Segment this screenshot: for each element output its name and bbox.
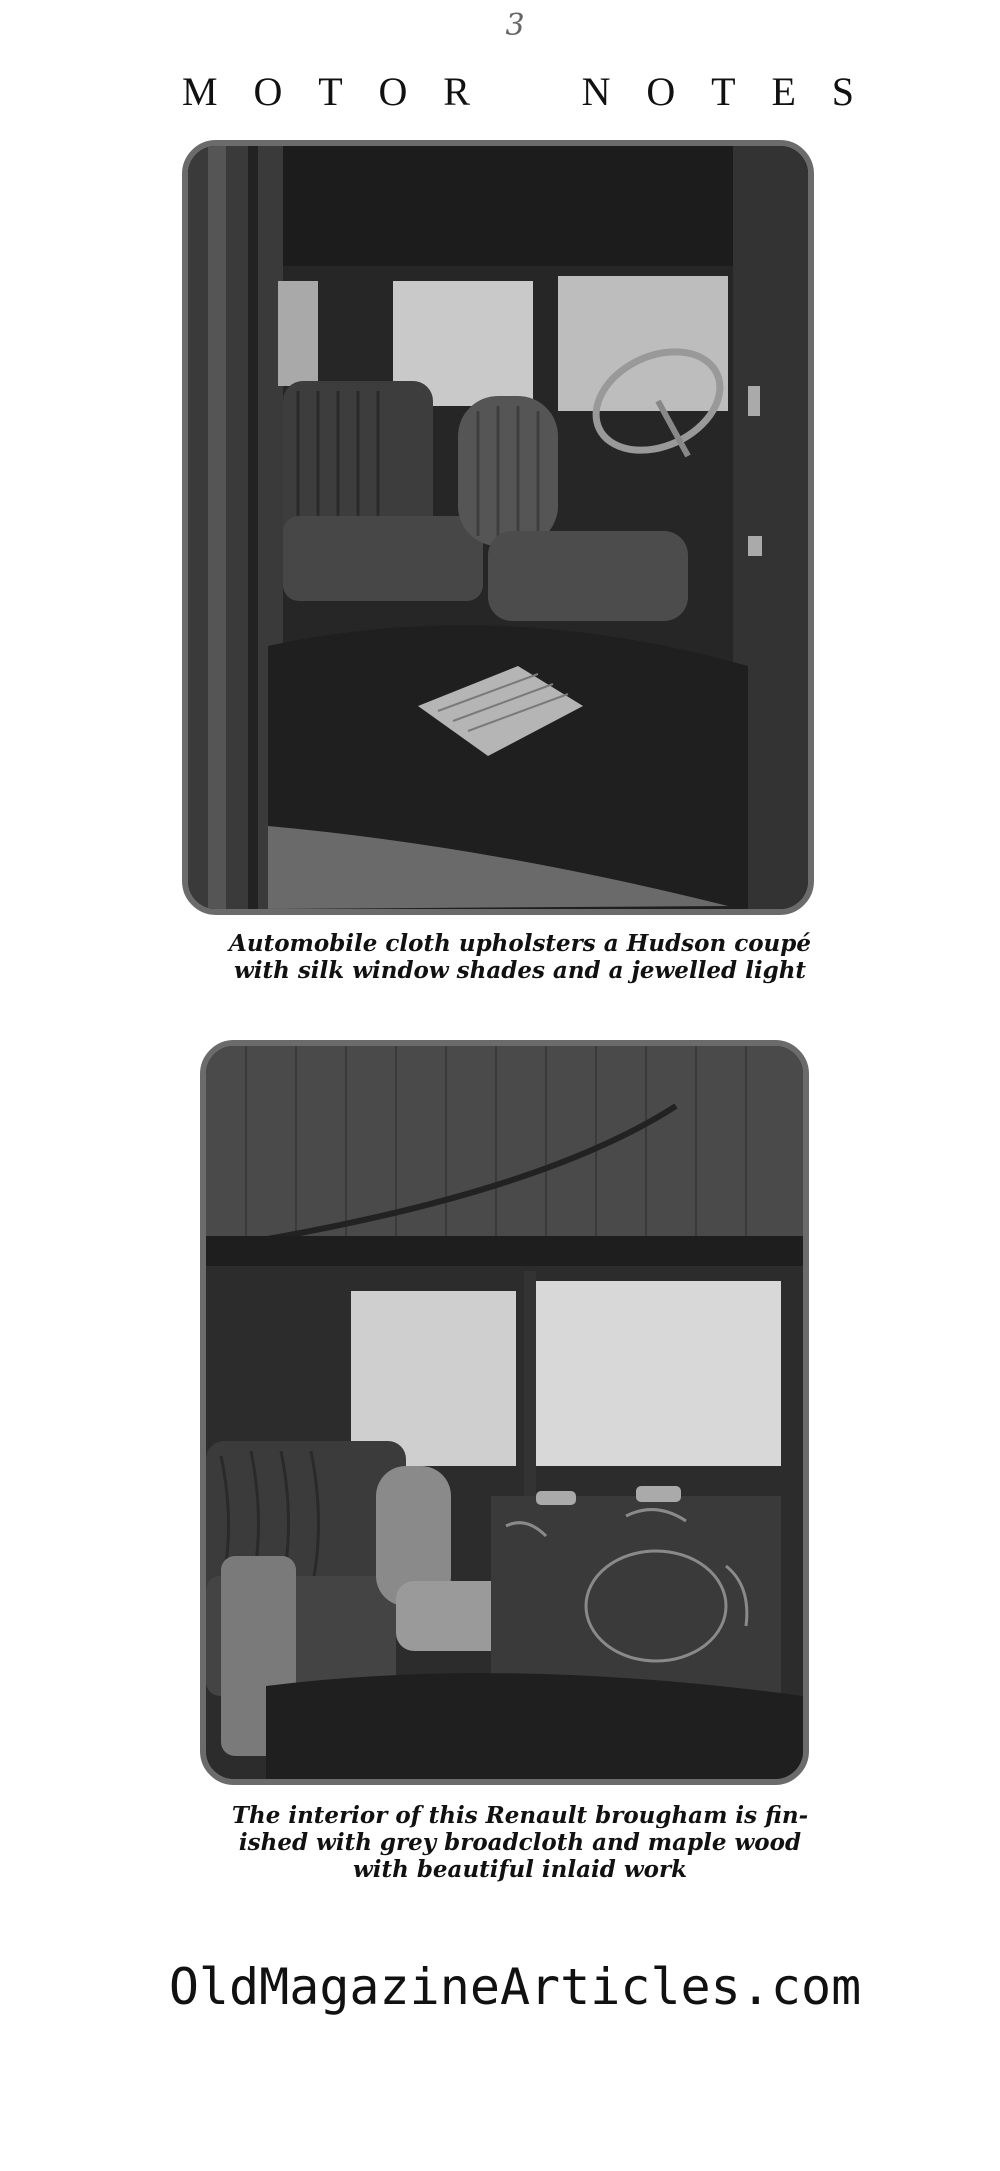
hudson-coupe-photo [182, 140, 814, 915]
masthead-letter: S [831, 69, 854, 114]
masthead-gap [506, 68, 546, 115]
site-watermark: OldMagazineArticles.com [168, 1958, 862, 2016]
renault-brougham-photo [200, 1040, 809, 1785]
masthead-letter: N [581, 69, 611, 114]
caption-line: with silk window shades and a jewelled light [233, 957, 807, 984]
masthead-letter: R [443, 69, 470, 114]
masthead-letter: O [378, 69, 408, 114]
masthead-letter: O [646, 69, 676, 114]
masthead-letter: T [711, 69, 736, 114]
hudson-coupe-illustration [188, 146, 808, 909]
renault-caption [200, 1802, 840, 1883]
hudson-caption [180, 930, 860, 984]
caption-line: Automobile cloth upholsters a Hudson coupé [229, 930, 811, 957]
masthead-title [182, 68, 854, 115]
caption-line: The interior of this Renault brougham is fin- [231, 1802, 809, 1829]
masthead-letter: O [253, 69, 283, 114]
page-number: 3 [505, 8, 525, 43]
caption-line: with beautiful inlaid work [352, 1856, 688, 1883]
caption-line: ished with grey broadcloth and maple wood [238, 1829, 802, 1856]
masthead-letter: E [771, 69, 796, 114]
masthead-letter: T [318, 69, 343, 114]
renault-brougham-illustration [206, 1046, 803, 1779]
masthead-letter: M [182, 69, 218, 114]
